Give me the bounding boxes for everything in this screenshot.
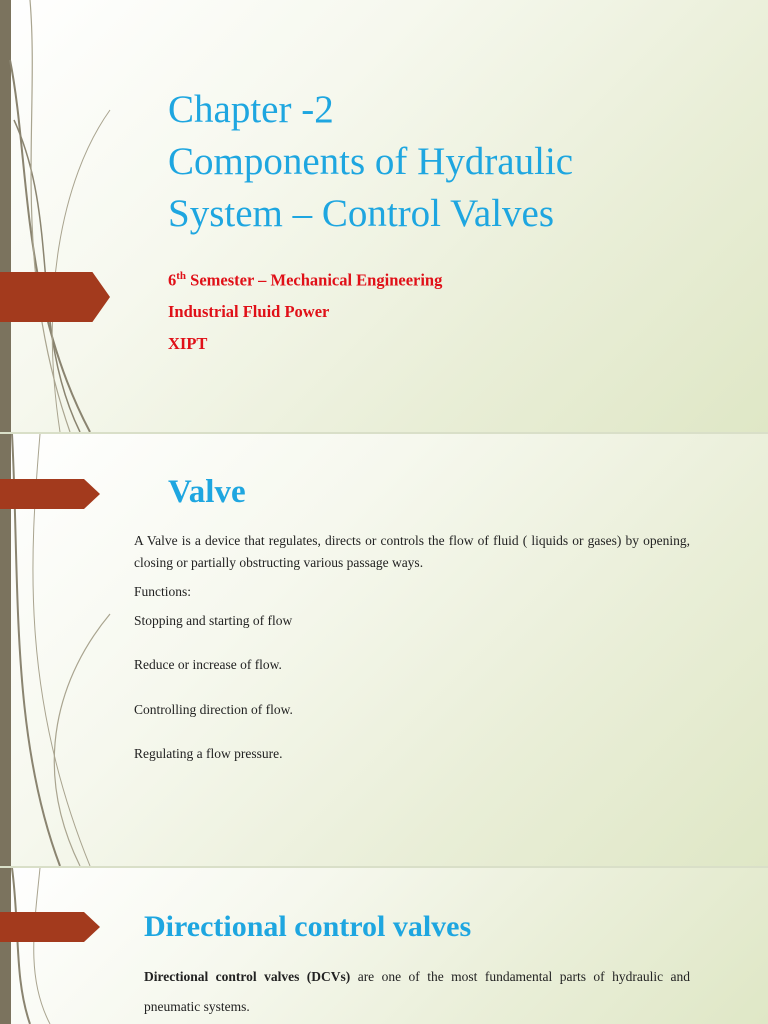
valve-definition [134,530,690,574]
list-item [134,699,293,721]
slide-title [168,84,573,240]
slide-2 [0,434,768,866]
title-line-2: Components of Hydraulic [168,140,574,183]
slide-heading: Directional control valves [144,910,472,943]
arrow-tab [0,912,100,942]
semester-text: Semester – Mechanical Engineering [186,270,443,290]
list-item [134,654,282,676]
title-line-1: Chapter -2 [168,88,334,131]
arrow-tab [0,479,100,509]
list-item-text: Reduce or increase of flow. [134,657,282,672]
semester-suffix: th [176,270,187,282]
functions-label-text: Functions: [134,584,192,599]
slide-1 [0,0,768,432]
arrow-tab [0,272,110,322]
list-item-text: Regulating a flow pressure. [134,746,283,761]
valve-definition-text: A Valve is a device that regulates, directs or controls the flow of fluid ( liquids or gases) by opening, closing or partially obstructing various passage ways. [134,533,690,570]
semester-number: 6 [168,270,177,290]
functions-label [134,581,191,603]
title-line-3: System – Control Valves [168,192,555,235]
subtitle-course: Industrial Fluid Power [168,302,330,321]
dcv-definition [144,962,690,1022]
swirl-decoration [0,0,120,432]
slide-3 [0,868,768,1024]
list-item-text: Stopping and starting of flow [134,613,293,628]
dcv-bold-lead: Directional control valves (DCVs) [144,969,351,984]
subtitle-institute: XIPT [168,334,208,353]
dcv-definition-text: are one of the most fundamental parts of hydraulic and pneumatic systems. [144,969,690,1014]
list-item [134,743,282,765]
subtitle-semester [168,270,442,291]
slide-heading: Valve [168,474,246,510]
list-item-text: Controlling direction of flow. [134,702,293,717]
list-item [134,610,292,632]
swirl-decoration [0,868,120,1024]
